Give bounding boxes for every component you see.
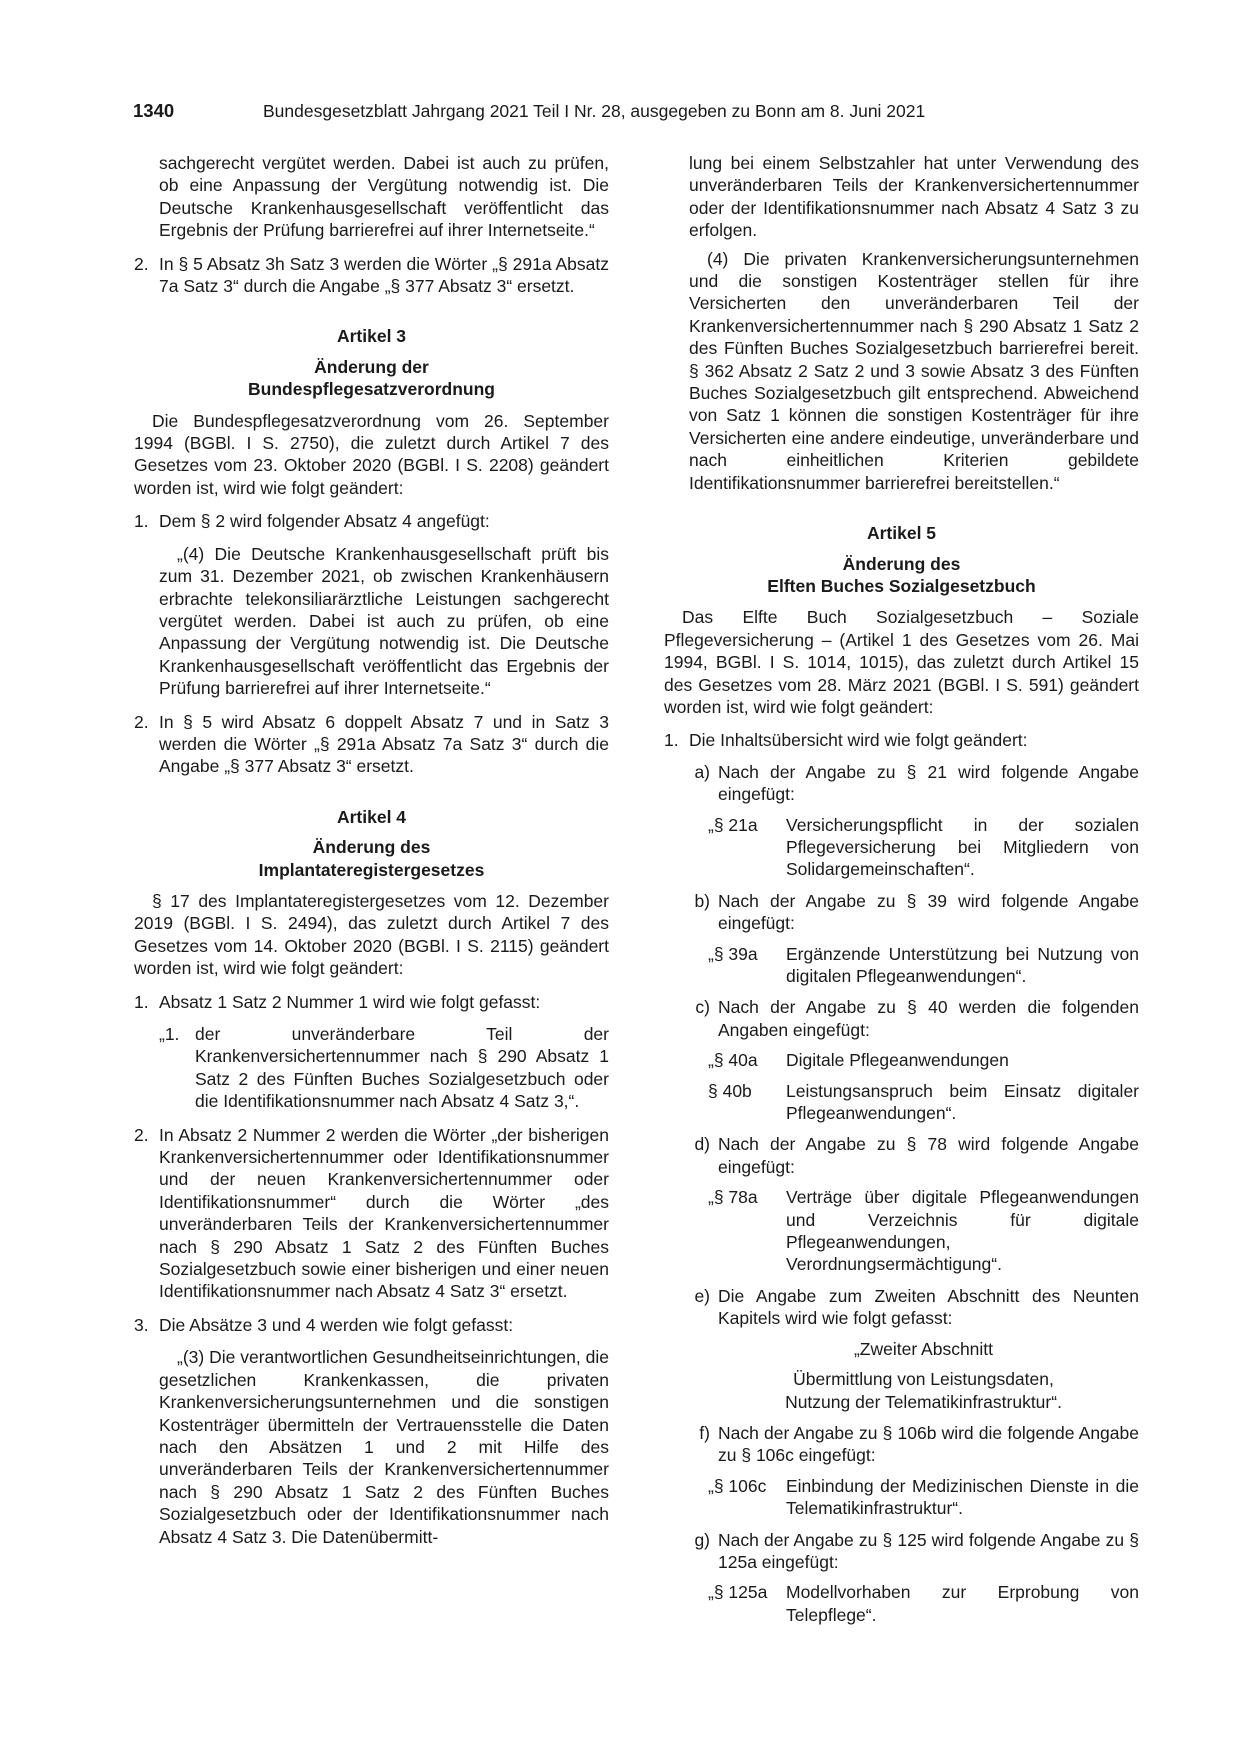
list-item: 2. In § 5 wird Absatz 6 doppelt Absatz 7 und in Satz 3 werden die Wörter „§ 291a Absatz 7a Satz 3“ durch die Angabe „§ 377 Absatz 3“ ersetzt. <box>134 711 609 777</box>
article-number: Artikel 5 <box>866 523 937 544</box>
left-column <box>134 152 609 1548</box>
table-of-contents-entry: „§ 40a Digitale Pflegeanwendungen <box>708 1050 1009 1071</box>
sub-item: d) Nach der Angabe zu § 78 wird folgende Angabe eingefügt: <box>694 1134 1139 1177</box>
article-number: Artikel 4 <box>336 806 407 827</box>
list-item: 1. Die Inhaltsübersicht wird wie folgt geändert: <box>664 730 1028 751</box>
article-intro: Das Elfte Buch Sozialgesetzbuch – Soziale Pflegeversicherung – (Artikel 1 des Gesetzes vom 26. Mai 1994, BGBl. I S. 1014, 1015), das zuletzt durch Artikel 15 des Gesetzes vom 28. März 2021 (BGBl. I S. 591) geändert worden ist, wird wie folgt geändert: <box>664 607 1139 717</box>
sub-item: b) Nach der Angabe zu § 39 wird folgende Angabe eingefügt: <box>694 890 1139 934</box>
table-of-contents-entry: „§ 21a Versicherungspflicht in der sozialen Pflegeversicherung bei Mitgliedern von Solidargemeinschaften“. <box>708 814 1139 880</box>
sub-item: g) Nach der Angabe zu § 125 wird folgende Angabe zu § 125a eingefügt: <box>694 1529 1139 1572</box>
table-of-contents-entry: § 40b Leistungsanspruch beim Einsatz digitaler Pflegeanwendungen“. <box>708 1080 1139 1124</box>
article-intro: § 17 des Implantateregistergesetzes vom 12. Dezember 2019 (BGBl. I S. 2494), das zuletzt durch Artikel 7 des Gesetzes vom 14. Oktober 2020 (BGBl. I S. 2115) geändert worden ist, wird wie folgt geändert: <box>134 890 609 979</box>
sub-item: c) Nach der Angabe zu § 40 werden die folgenden Angaben eingefügt: <box>695 997 1139 1040</box>
table-of-contents-entry: „§ 106c Einbindung der Medizinischen Dienste in die Telematikinfrastruktur“. <box>708 1475 1139 1519</box>
sub-item: e) Die Angabe zum Zweiten Abschnitt des Neunten Kapitels wird wie folgt gefasst: <box>694 1285 1139 1329</box>
list-item: 1. Dem § 2 wird folgender Absatz 4 angefügt: <box>134 511 490 532</box>
list-item: 1. Absatz 1 Satz 2 Nummer 1 wird wie folgt gefasst: <box>134 991 541 1012</box>
quoted-paragraph: „(4) Die Deutsche Krankenhausgesellschaft prüft bis zum 31. Dezember 2021, ob zwischen Krankenhäusern erbrachte telekonsiliarärztliche Leistungen sachgerecht vergütet werden. Dabei ist auch zu prüfen, ob eine Anpassung der Vergütung notwendig ist. Die Deutsche Krankenhausgesellschaft veröffentlicht das Ergebnis der Prüfung barrierefrei auf ihrer Internetseite.“ <box>159 543 609 699</box>
continued-paragraph: lung bei einem Selbstzahler hat unter Verwendung des unveränderbaren Teils der Krankenversichertennummer oder der Identifikationsnummer nach Absatz 4 Satz 3 zu erfolgen. <box>689 153 1139 241</box>
article-title: Änderung des Elften Buches Sozialgesetzbuch <box>767 553 1036 596</box>
page-header <box>0 100 1241 124</box>
quoted-paragraph: „(3) Die verantwortlichen Gesundheitseinrichtungen, die gesetzlichen Krankenkassen, die privaten Krankenversicherungsunternehmen und die sonstigen Kostenträger übermitteln der Vertrauensstelle die Daten nach den Absätzen 1 und 2 mit Hilfe des unveränderbaren Teils der Krankenversichertennummer nach § 290 Absatz 1 Satz 2 des Fünften Buches Sozialgesetzbuch oder der Identifikationsnummer nach Absatz 4 Satz 3. Die Datenübermitt- <box>159 1347 609 1547</box>
list-item: 3. Die Absätze 3 und 4 werden wie folgt gefasst: <box>134 1314 514 1335</box>
section-heading-quote: „Zweiter Abschnitt Übermittlung von Leistungsdaten, Nutzung der Telematikinfrastruktur“. <box>785 1338 1062 1412</box>
table-of-contents-entry: „§ 78a Verträge über digitale Pflegeanwendungen und Verzeichnis für digitale Pflegeanwendungen, Verordnungsermächtigung“. <box>708 1187 1139 1275</box>
sub-item: f) Nach der Angabe zu § 106b wird die folgende Angabe zu § 106c eingefügt: <box>699 1422 1139 1466</box>
table-of-contents-entry: „§ 125a Modellvorhaben zur Erprobung von Telepflege“. <box>708 1582 1139 1625</box>
list-item: 2. In § 5 Absatz 3h Satz 3 werden die Wörter „§ 291a Absatz 7a Satz 3“ durch die Angabe „§ 377 Absatz 3“ ersetzt. <box>134 253 609 297</box>
right-column <box>664 152 1139 1626</box>
running-head: Bundesgesetzblatt Jahrgang 2021 Teil I Nr. 28, ausgegeben zu Bonn am 8. Juni 2021 <box>263 101 926 121</box>
article-title: Änderung des Implantateregistergesetzes <box>258 837 485 880</box>
continued-paragraph: sachgerecht vergütet werden. Dabei ist auch zu prüfen, ob eine Anpassung der Vergütung notwendig ist. Die Deutsche Krankenhausgesellschaft veröffentlicht das Ergebnis der Prüfung barrierefrei auf ihrer Internetseite.“ <box>159 153 609 241</box>
article-number: Artikel 3 <box>336 326 407 347</box>
article-title: Änderung der Bundespflegesatzverordnung <box>248 356 495 400</box>
table-of-contents-entry: „§ 39a Ergänzende Unterstützung bei Nutzung von digitalen Pflegeanwendungen“. <box>708 943 1139 986</box>
page-number: 1340 <box>133 100 175 121</box>
quoted-list-item: „1. der unveränderbare Teil der Krankenversichertennummer nach § 290 Absatz 1 Satz 2 des Fünften Buches Sozialgesetzbuch oder die Identifikationsnummer nach Absatz 4 Satz 3,“. <box>159 1024 609 1112</box>
sub-item: a) Nach der Angabe zu § 21 wird folgende Angabe eingefügt: <box>694 761 1139 805</box>
quoted-paragraph: (4) Die privaten Krankenversicherungsunternehmen und die sonstigen Kostenträger stellen für ihre Versicherten den unveränderbaren Teil der Krankenversichertennummer nach § 290 Absatz 1 Satz 2 des Fünften Buches Sozialgesetzbuch barrierefrei bereit. § 362 Absatz 2 Satz 2 und 3 sowie Absatz 3 des Fünften Buches Sozialgesetzbuch gilt entsprechend. Abweichend von Satz 1 können die sonstigen Kostenträger für ihre Versicherten eine andere eindeutige, unveränderbare und nach einheitlichen Kriterien gebildete Identifikationsnummer barrierefrei bereitstellen.“ <box>689 248 1139 493</box>
article-intro: Die Bundespflegesatzverordnung vom 26. September 1994 (BGBl. I S. 2750), die zuletzt durch Artikel 7 des Gesetzes vom 23. Oktober 2020 (BGBl. I S. 2208) geändert worden ist, wird wie folgt geändert: <box>134 410 609 498</box>
list-item: 2. In Absatz 2 Nummer 2 werden die Wörter „der bisherigen Krankenversichertennummer oder Identifikationsnummer und der neuen Krankenversichertennummer oder Identifikationsnummer“ durch die Wörter „des unveränderbaren Teils der Krankenversichertennummer nach § 290 Absatz 1 Satz 2 des Fünften Buches Sozialgesetzbuch sowie einer bisherigen und einer neuen Identifikationsnummer nach Absatz 4 Satz 3“ ersetzt. <box>134 1124 609 1302</box>
